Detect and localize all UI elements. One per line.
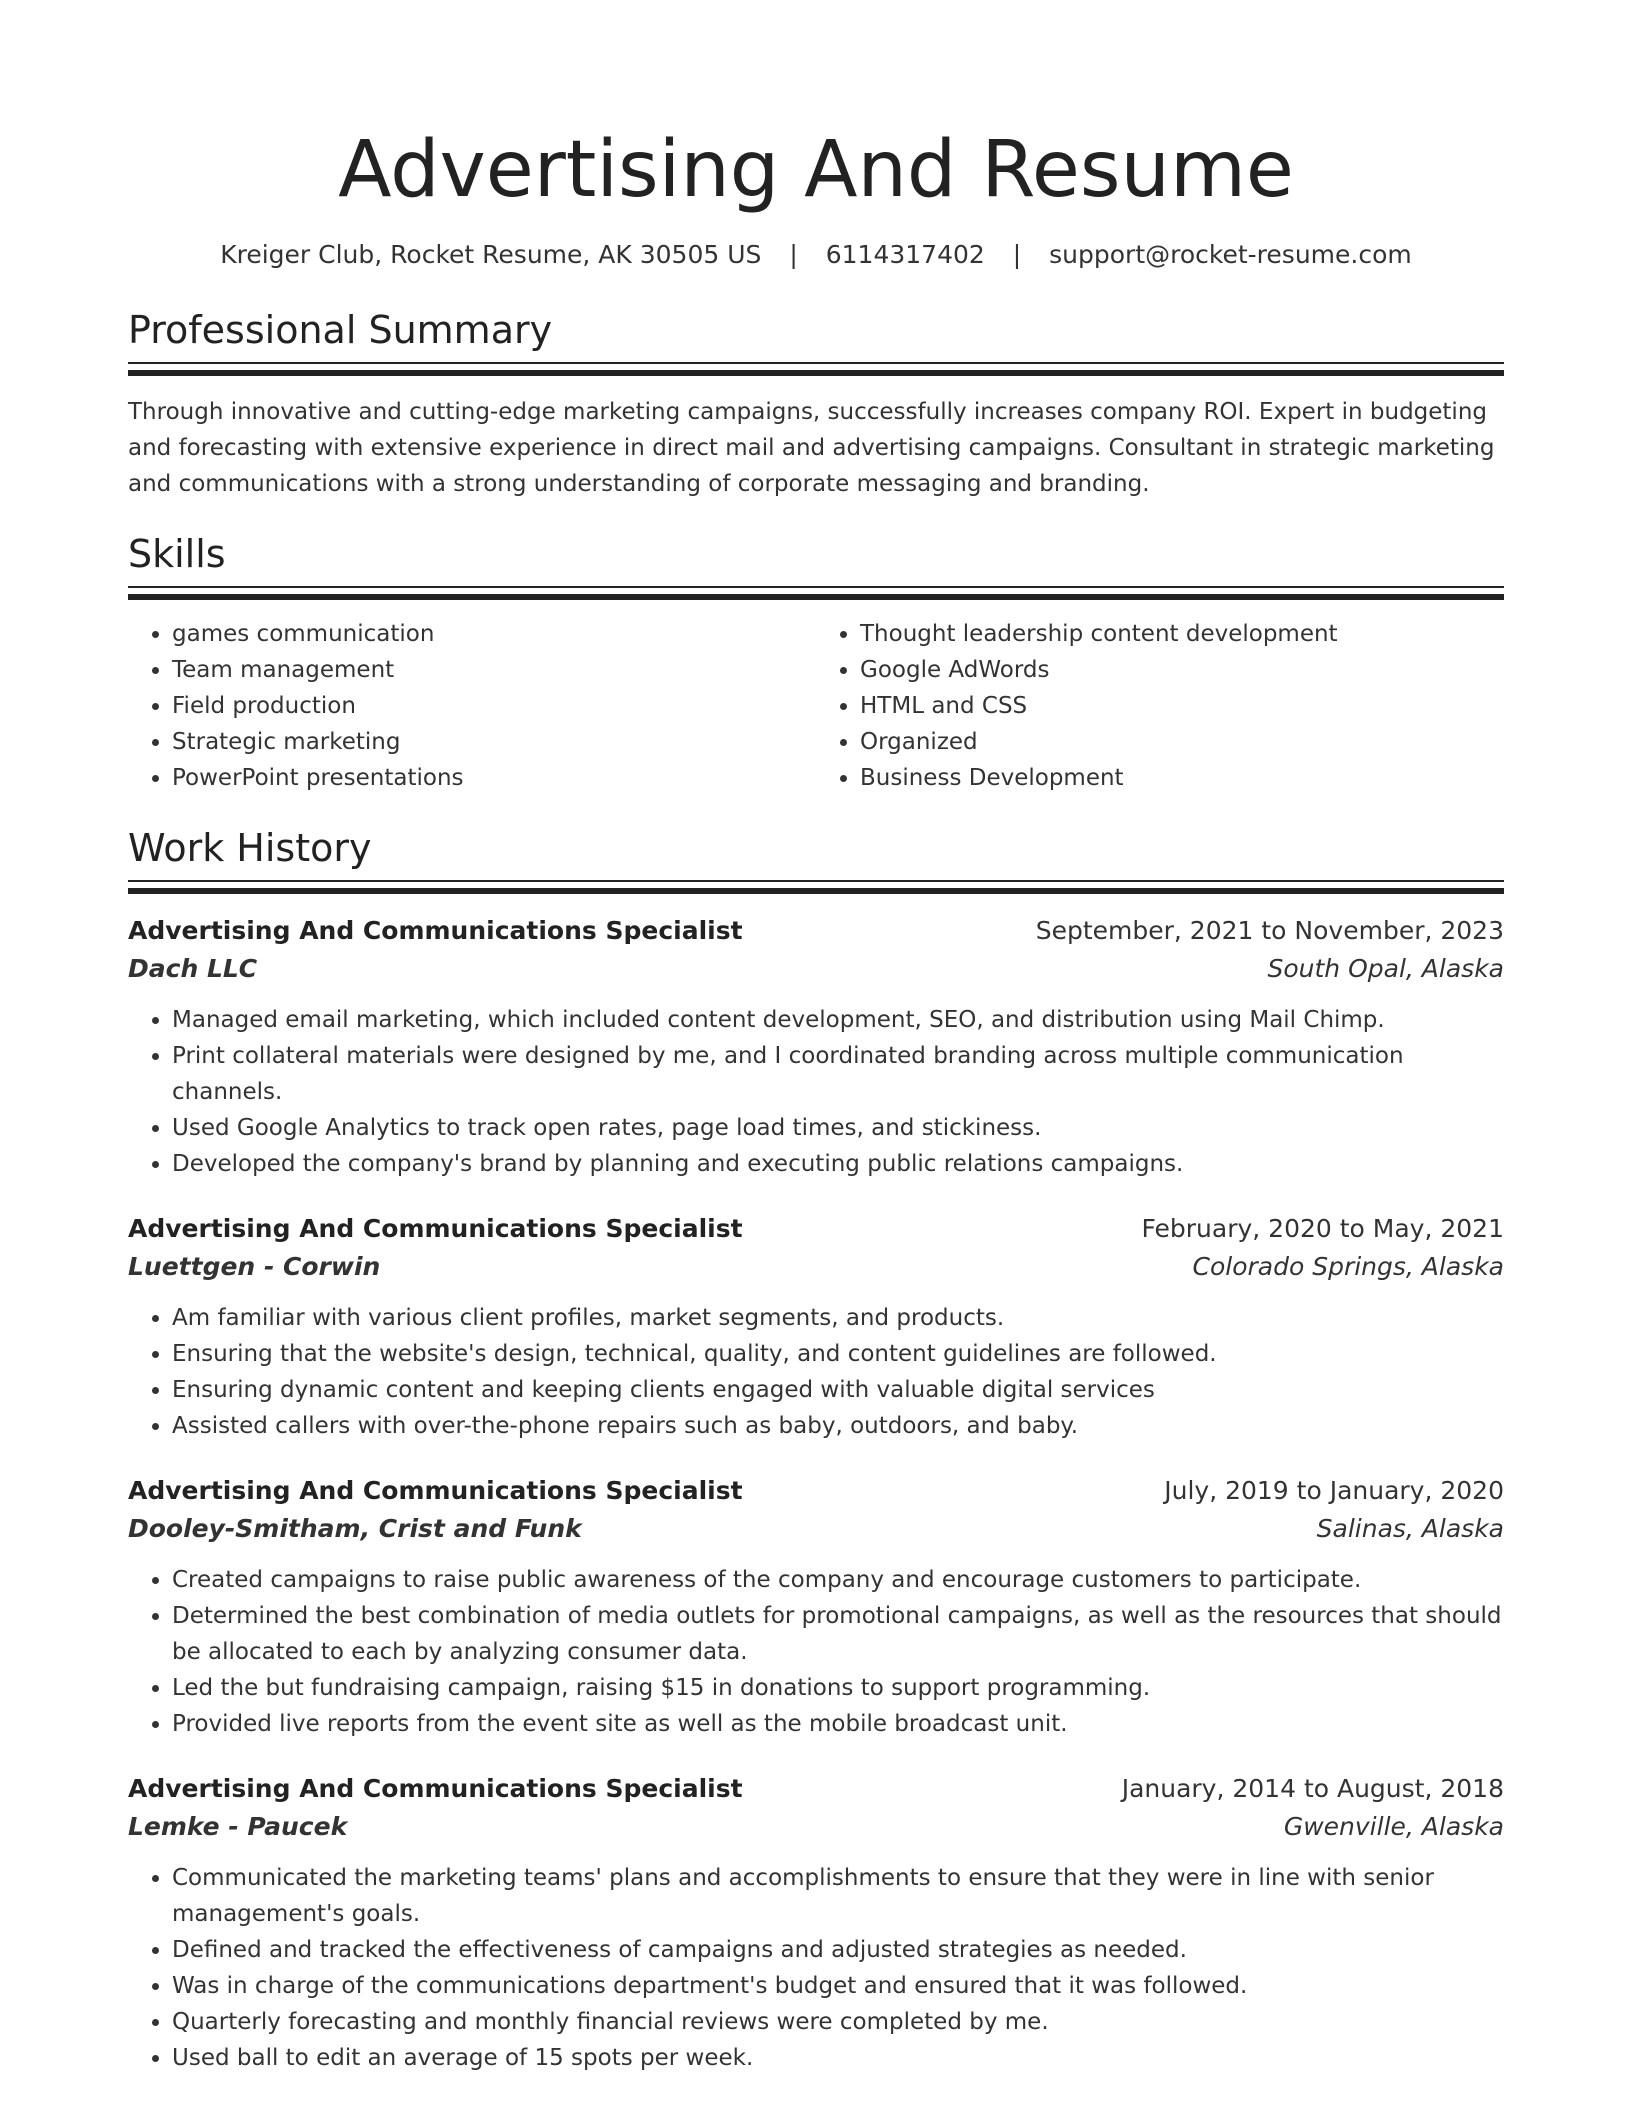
job-title: Advertising And Communications Specialist [128,1774,743,1803]
job-bullet: • Communicated the marketing teams' plans and accomplishments to ensure that they were in line with senior management's goals. [172,1860,1504,1932]
job-title: Advertising And Communications Specialist [128,1214,743,1243]
job-bullet: • Print collateral materials were designed by me, and I coordinated branding across multiple communication channels. [172,1038,1504,1110]
skill-item: • Thought leadership content development [860,616,1504,652]
contact-address: Kreiger Club, Rocket Resume, AK 30505 US [220,240,762,269]
skill-item: • games communication [172,616,816,652]
job-bullet: • Was in charge of the communications department's budget and ensured that it was followed. [172,1968,1504,2004]
skill-item: • Google AdWords [860,652,1504,688]
job-entry [128,912,1504,1182]
job-title: Advertising And Communications Specialist [128,916,743,945]
job-company: Dach LLC [128,954,258,983]
skills-list-left [128,616,816,796]
job-location: Colorado Springs, Alaska [1192,1252,1504,1281]
job-bullet: • Quarterly forecasting and monthly financial reviews were completed by me. [172,2004,1504,2040]
job-bullet: • Ensuring dynamic content and keeping clients engaged with valuable digital services [172,1372,1504,1408]
job-bullet: • Defined and tracked the effectiveness of campaigns and adjusted strategies as needed. [172,1932,1504,1968]
skill-item: • Team management [172,652,816,688]
job-bullet: • Managed email marketing, which included content development, SEO, and distribution using Mail Chimp. [172,1002,1504,1038]
skill-item: • Business Development [860,760,1504,796]
job-bullets [128,1860,1504,2076]
skill-item: • PowerPoint presentations [172,760,816,796]
section-divider-thick [128,594,1504,600]
job-bullet: • Developed the company's brand by planning and executing public relations campaigns. [172,1146,1504,1182]
skills-section [128,530,1504,796]
skills-heading: Skills [128,532,226,576]
section-divider [128,880,1504,882]
summary-text: Through innovative and cutting-edge marketing campaigns, successfully increases company ROI. Expert in budgeting and forecasting with extensive experience in direct mail and advertising campaigns. Consultant in strategic marketing and communications with a strong understanding of corporate messaging and branding. [128,399,1495,497]
job-dates: February, 2020 to May, 2021 [1141,1214,1504,1243]
contact-phone: 6114317402 [825,240,985,269]
work-section [128,824,1504,2076]
job-company: Dooley-Smitham, Crist and Funk [128,1514,582,1543]
job-bullet: • Assisted callers with over-the-phone repairs such as baby, outdoors, and baby. [172,1408,1504,1444]
job-entry [128,1210,1504,1444]
job-bullets [128,1300,1504,1444]
job-location: South Opal, Alaska [1267,954,1504,983]
job-bullet: • Determined the best combination of media outlets for promotional campaigns, as well as the resources that should be allocated to each by analyzing consumer data. [172,1598,1504,1670]
job-dates: January, 2014 to August, 2018 [1121,1774,1504,1803]
summary-heading: Professional Summary [128,308,553,352]
skill-item: • HTML and CSS [860,688,1504,724]
resume-page [128,0,1504,2076]
job-bullet: • Ensuring that the website's design, technical, quality, and content guidelines are followed. [172,1336,1504,1372]
job-bullet: • Led the but fundraising campaign, raising $15 in donations to support programming. [172,1670,1504,1706]
job-dates: September, 2021 to November, 2023 [1035,916,1504,945]
job-dates: July, 2019 to January, 2020 [1164,1476,1504,1505]
job-company: Luettgen - Corwin [128,1252,381,1281]
job-title: Advertising And Communications Specialist [128,1476,743,1505]
job-company: Lemke - Paucek [128,1812,348,1841]
job-location: Gwenville, Alaska [1283,1812,1504,1841]
contact-email: support@rocket-resume.com [1049,240,1412,269]
section-divider-thick [128,370,1504,376]
section-divider [128,586,1504,588]
section-divider [128,362,1504,364]
skill-item: • Strategic marketing [172,724,816,760]
job-bullets [128,1002,1504,1182]
skills-column-left [128,616,816,796]
job-bullet: • Created campaigns to raise public awareness of the company and encourage customers to participate. [172,1562,1504,1598]
job-bullet: • Am familiar with various client profiles, market segments, and products. [172,1300,1504,1336]
job-entry [128,1770,1504,2076]
skills-list-right [816,616,1504,796]
job-bullets [128,1562,1504,1742]
job-entry [128,1472,1504,1742]
job-bullet: • Provided live reports from the event site as well as the mobile broadcast unit. [172,1706,1504,1742]
job-bullet: • Used Google Analytics to track open rates, page load times, and stickiness. [172,1110,1504,1146]
section-divider-thick [128,888,1504,894]
skills-columns [128,616,1504,796]
skills-column-right [816,616,1504,796]
skill-item: • Field production [172,688,816,724]
candidate-name: Advertising And Resume [338,125,1294,215]
skill-item: • Organized [860,724,1504,760]
contact-line [128,238,1504,272]
contact-separator: | [789,240,798,269]
work-heading: Work History [128,826,372,870]
job-location: Salinas, Alaska [1316,1514,1504,1543]
job-bullet: • Used ball to edit an average of 15 spots per week. [172,2040,1504,2076]
contact-separator: | [1012,240,1022,269]
summary-section [128,306,1504,502]
